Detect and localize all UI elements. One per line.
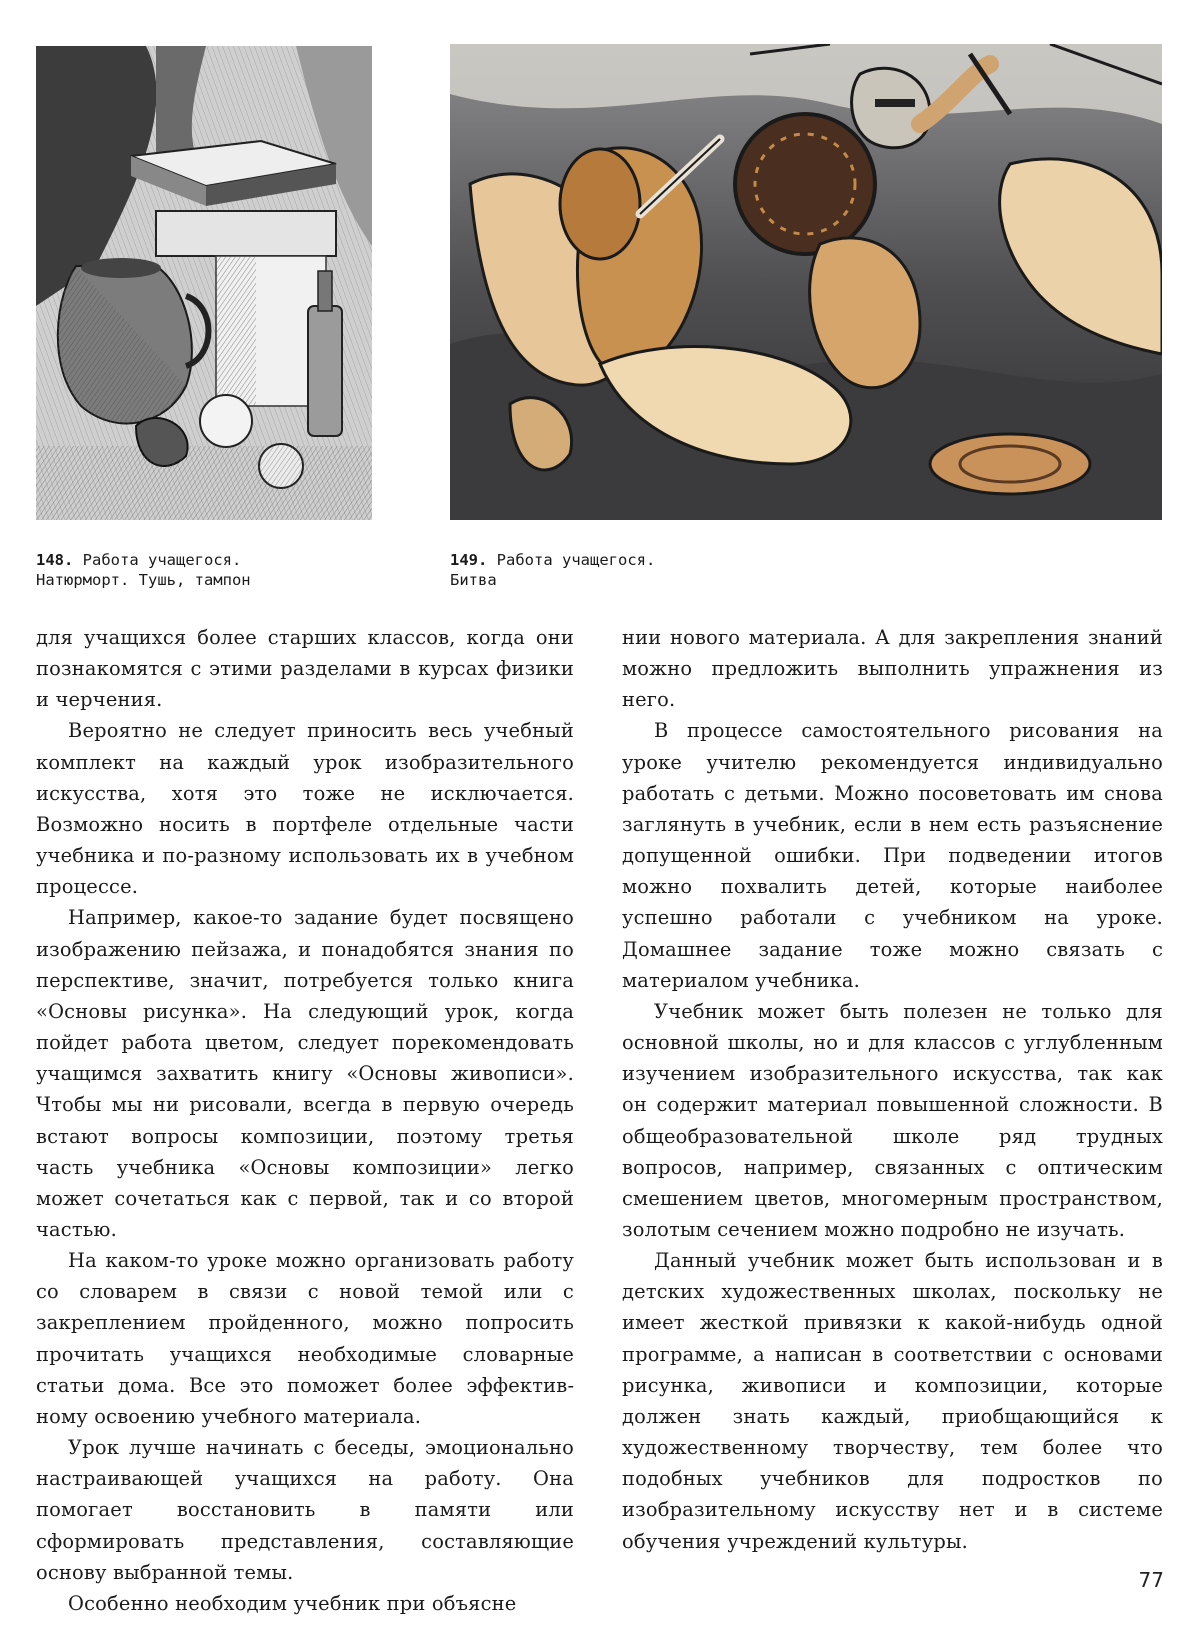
- figure-149-caption: [450, 550, 850, 590]
- figure-148-caption-line2: Натюрморт. Тушь, тампон: [36, 571, 251, 589]
- paragraph: для учащихся более старших классов, когда они познакомятся с этими разделами в курсах физики и черчения.: [36, 626, 574, 712]
- paragraph: В процессе самостоятельного рисования на уроке учителю рекомендуется индивидуально работать с детьми. Можно посоветовать им снова заглянуть в учебник, если в нем есть разъяснение допущенной ошибки. При подведении итогов можно похвалить детей, которые наиболее успешно работали с учебником на уроке. Домашнее задание тоже можно связать с материалом учебника.: [622, 719, 1163, 992]
- figure-149-caption-line2: Битва: [450, 571, 497, 589]
- text-column-right: [622, 622, 1163, 1557]
- figure-148-caption: [36, 550, 396, 590]
- paragraph: Учебник может быть полезен не только для основной школы, но и для классов с углубленным изучением изобразительного искусства, так как он содержит материал повышенной сложности. В общеобразовательной школе ряд трудных вопросов, например, связанных с оптическим смешением цветов, многомерным пространством, золотым сечением можно подробно не изучать.: [622, 999, 1163, 1241]
- figure-148-number: 148.: [36, 551, 74, 569]
- figure-149-caption-line1: Работа учащегося.: [496, 551, 656, 569]
- text-column-left: [36, 622, 574, 1619]
- paragraph: нии нового материала. А для закрепления знаний можно предложить выполнить упражнения из него.: [622, 626, 1163, 712]
- figure-148-still-life-image: [36, 46, 372, 520]
- paragraph: На каком-то уроке можно организовать работу со словарем в связи с новой темой или с закреплением пройденного, можно попросить прочитать учащихся необходимые словарные статьи дома. Все это поможет более эффективному освоению учебного материала.: [36, 1249, 574, 1428]
- paragraph: Вероятно не следует приносить весь учебный комплект на каждый урок изобразительного искусства, хотя это тоже не исключается. Возможно носить в портфеле отдельные части учебника и по-разному использовать их в учебном процессе.: [36, 719, 574, 899]
- page-number: 77: [1138, 1568, 1164, 1592]
- figure-149-number: 149.: [450, 551, 488, 569]
- paragraph: Особенно необходим учебник при объясне: [68, 1591, 517, 1615]
- figure-149-battle-image: [450, 44, 1162, 520]
- paragraph: Например, какое-то задание будет посвящено изображению пейзажа, и понадобятся знания по перспективе, значит, потребуется только книга «Основы рисунка». На следующий урок, когда пойдет работа цветом, следует порекомендовать учащимся захватить книгу «Основы живописи». Чтобы мы ни рисовали, всегда в первую очередь встают вопросы композиции, поэтому третья часть учебника «Основы композиции» легко может сочетаться как с первой, так и со второй частью.: [36, 906, 574, 1241]
- paragraph: Данный учебник может быть использован и в детских художественных школах, поскольку не имеет жесткой привязки к какой-нибудь одной программе, а написан в соответствии с основами рисунка, живописи и композиции, которые должен знать каждый, приобщающийся к художественному творчеству, тем более что подобных учебников для подростков по изобразительному искусству нет и в системе обучения учреждений культуры.: [622, 1249, 1163, 1553]
- paragraph: Урок лучше начинать с беседы, эмоционально настраивающей учащихся на работу. Она помогает восстановить в памяти или сформировать представления, составляющие основу выбранной темы.: [36, 1436, 574, 1584]
- figure-148-caption-line1: Работа учащегося.: [82, 551, 242, 569]
